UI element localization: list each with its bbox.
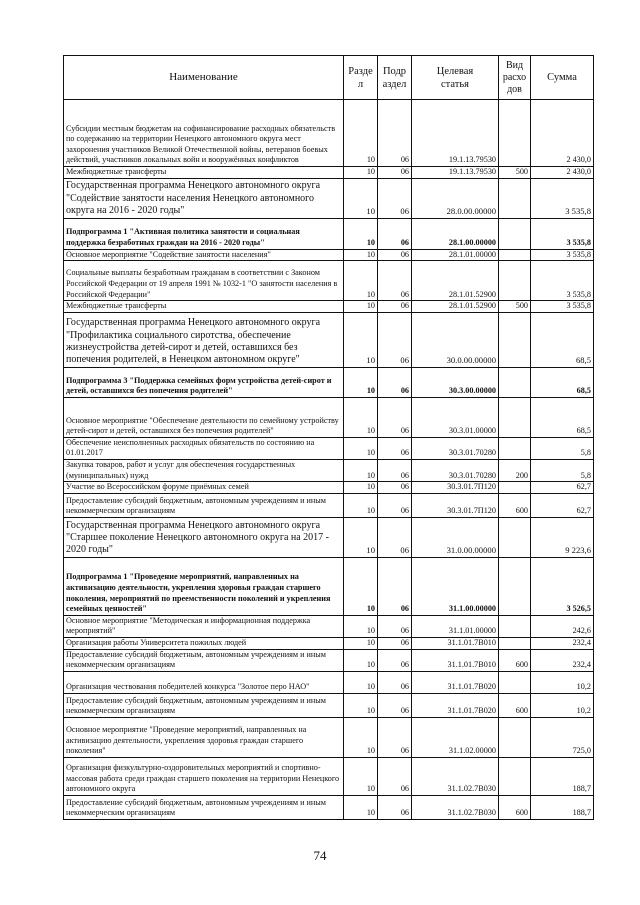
cell-razdel: 10 (344, 649, 378, 671)
cell-razdel: 10 (344, 397, 378, 437)
cell-expense-type (499, 178, 531, 218)
table-row (64, 459, 594, 481)
cell-podrazdel: 06 (378, 459, 412, 481)
cell-podrazdel: 06 (378, 493, 412, 517)
cell-target-article: 31.1.01.7В010 (412, 649, 499, 671)
cell-sum: 2 430,0 (531, 167, 594, 179)
cell-name: Государственная программа Ненецкого автономного округа "Старшее поколение Ненецкого автономного округа на 2017 - 2020 годы" (64, 517, 344, 557)
cell-target-article: 31.1.00.00000 (412, 557, 499, 615)
table-row (64, 312, 594, 367)
cell-podrazdel: 06 (378, 717, 412, 757)
cell-expense-type (499, 367, 531, 397)
cell-sum: 188,7 (531, 757, 594, 795)
table-row (64, 397, 594, 437)
cell-razdel: 10 (344, 493, 378, 517)
table-row (64, 301, 594, 313)
cell-sum: 3 526,5 (531, 557, 594, 615)
table-row (64, 795, 594, 819)
table-row (64, 493, 594, 517)
cell-target-article: 28.1.01.00000 (412, 249, 499, 261)
table-row (64, 693, 594, 717)
cell-sum: 725,0 (531, 717, 594, 757)
cell-sum: 3 535,8 (531, 218, 594, 249)
cell-podrazdel: 06 (378, 167, 412, 179)
cell-name: Основное мероприятие "Обеспечение деятельности по семейному устройству детей-сирот и детей, оставшихся без попечения родителей" (64, 397, 344, 437)
cell-razdel: 10 (344, 261, 378, 301)
cell-name: Государственная программа Ненецкого автономного округа "Содействие занятости населения Ненецкого автономного округа на 2016 - 2020 годы" (64, 178, 344, 218)
budget-table (63, 55, 594, 820)
cell-name: Предоставление субсидий бюджетным, автономным учреждениям и иным некоммерческим организациям (64, 493, 344, 517)
cell-razdel: 10 (344, 757, 378, 795)
cell-expense-type: 600 (499, 493, 531, 517)
cell-podrazdel: 06 (378, 482, 412, 494)
cell-sum: 5,8 (531, 437, 594, 459)
cell-razdel: 10 (344, 249, 378, 261)
cell-podrazdel: 06 (378, 637, 412, 649)
cell-razdel: 10 (344, 312, 378, 367)
cell-name: Основное мероприятие "Содействие занятости населения" (64, 249, 344, 261)
cell-target-article: 19.1.13.79530 (412, 167, 499, 179)
cell-sum: 5,8 (531, 459, 594, 481)
cell-razdel: 10 (344, 459, 378, 481)
header-expense-type: Вид расхо дов (499, 56, 531, 100)
cell-podrazdel: 06 (378, 178, 412, 218)
cell-expense-type (499, 261, 531, 301)
cell-sum: 232,4 (531, 637, 594, 649)
cell-sum: 3 535,8 (531, 249, 594, 261)
table-row (64, 671, 594, 693)
cell-expense-type (499, 637, 531, 649)
cell-target-article: 31.1.02.7В030 (412, 757, 499, 795)
cell-target-article: 30.3.00.00000 (412, 367, 499, 397)
cell-name: Социальные выплаты безработным гражданам в соответствии с Законом Российской Федерации от 19 апреля 1991 № 1032-1 "О занятости населения в Российской Федерации" (64, 261, 344, 301)
cell-sum: 3 535,8 (531, 301, 594, 313)
cell-razdel: 10 (344, 167, 378, 179)
cell-razdel: 10 (344, 178, 378, 218)
cell-sum: 62,7 (531, 493, 594, 517)
cell-podrazdel: 06 (378, 312, 412, 367)
cell-name: Обеспечение неисполненных расходных обязательств по состоянию на 01.01.2017 (64, 437, 344, 459)
cell-expense-type (499, 482, 531, 494)
cell-target-article: 31.0.00.00000 (412, 517, 499, 557)
header-razdel: Разде л (344, 56, 378, 100)
cell-expense-type (499, 671, 531, 693)
table-row (64, 637, 594, 649)
cell-target-article: 28.1.01.52900 (412, 301, 499, 313)
table-row (64, 100, 594, 167)
cell-razdel: 10 (344, 557, 378, 615)
cell-name: Закупка товаров, работ и услуг для обеспечения государственных (муниципальных) нужд (64, 459, 344, 481)
cell-target-article: 28.0.00.00000 (412, 178, 499, 218)
cell-target-article: 28.1.00.00000 (412, 218, 499, 249)
cell-podrazdel: 06 (378, 693, 412, 717)
cell-expense-type: 200 (499, 459, 531, 481)
cell-podrazdel: 06 (378, 615, 412, 637)
table-row (64, 649, 594, 671)
cell-podrazdel: 06 (378, 671, 412, 693)
cell-podrazdel: 06 (378, 100, 412, 167)
cell-sum: 2 430,0 (531, 100, 594, 167)
table-row (64, 757, 594, 795)
cell-sum: 232,4 (531, 649, 594, 671)
cell-target-article: 30.3.01.70280 (412, 459, 499, 481)
page-number: 74 (313, 848, 327, 863)
cell-podrazdel: 06 (378, 517, 412, 557)
table-row (64, 437, 594, 459)
cell-podrazdel: 06 (378, 437, 412, 459)
cell-name: Предоставление субсидий бюджетным, автономным учреждениям и иным некоммерческим организациям (64, 795, 344, 819)
header-target-article: Целевая статья (412, 56, 499, 100)
cell-target-article: 30.3.01.00000 (412, 397, 499, 437)
cell-name: Основное мероприятие "Проведение мероприятий, направленных на активизацию деятельности, укрепления здоровья граждан старшего поколения" (64, 717, 344, 757)
table-row (64, 482, 594, 494)
table-row (64, 367, 594, 397)
cell-sum: 68,5 (531, 397, 594, 437)
cell-target-article: 30.3.01.7П120 (412, 493, 499, 517)
cell-sum: 68,5 (531, 367, 594, 397)
cell-name: Государственная программа Ненецкого автономного округа "Профилактика социального сиротства, обеспечение жизнеустройства детей-сирот и детей, оставшихся без попечения родителей, в Ненецком автономном округе" (64, 312, 344, 367)
table-row (64, 249, 594, 261)
cell-target-article: 31.1.01.7В010 (412, 637, 499, 649)
cell-podrazdel: 06 (378, 301, 412, 313)
cell-razdel: 10 (344, 301, 378, 313)
table-row (64, 717, 594, 757)
cell-target-article: 31.1.01.00000 (412, 615, 499, 637)
cell-expense-type (499, 437, 531, 459)
cell-target-article: 31.1.02.7В030 (412, 795, 499, 819)
cell-podrazdel: 06 (378, 367, 412, 397)
header-name: Наименование (64, 56, 344, 100)
cell-podrazdel: 06 (378, 649, 412, 671)
cell-target-article: 31.1.02.00000 (412, 717, 499, 757)
cell-podrazdel: 06 (378, 261, 412, 301)
cell-target-article: 30.3.01.7П120 (412, 482, 499, 494)
cell-podrazdel: 06 (378, 249, 412, 261)
cell-name: Основное мероприятие "Методическая и информационная поддержка мероприятий" (64, 615, 344, 637)
cell-name: Подпрограмма 3 "Поддержка семейных форм устройства детей-сирот и детей, оставшихся без попечения родителей" (64, 367, 344, 397)
cell-expense-type: 600 (499, 649, 531, 671)
cell-expense-type (499, 757, 531, 795)
cell-sum: 3 535,8 (531, 178, 594, 218)
cell-razdel: 10 (344, 671, 378, 693)
cell-sum: 242,6 (531, 615, 594, 637)
cell-target-article: 31.1.01.7В020 (412, 693, 499, 717)
cell-expense-type: 500 (499, 167, 531, 179)
cell-podrazdel: 06 (378, 757, 412, 795)
cell-expense-type (499, 517, 531, 557)
table-row (64, 557, 594, 615)
cell-razdel: 10 (344, 100, 378, 167)
cell-target-article: 30.3.01.70280 (412, 437, 499, 459)
cell-sum: 10,2 (531, 671, 594, 693)
table-header-row (64, 56, 594, 100)
table-row (64, 517, 594, 557)
header-sum: Сумма (531, 56, 594, 100)
table-body (64, 100, 594, 820)
cell-expense-type: 600 (499, 795, 531, 819)
cell-name: Подпрограмма 1 "Активная политика занятости и социальная поддержка безработных граждан на 2016 - 2020 годы" (64, 218, 344, 249)
cell-expense-type (499, 717, 531, 757)
cell-name: Субсидии местным бюджетам на софинансирование расходных обязательств по содержанию на территории Ненецкого автономного округа мест захоронения участников Великой Отечественной войны, ветеранов боевых действий, участников локальных войн и вооружённых конфликтов (64, 100, 344, 167)
table-row (64, 178, 594, 218)
cell-expense-type (499, 249, 531, 261)
cell-sum: 3 535,8 (531, 261, 594, 301)
cell-sum: 62,7 (531, 482, 594, 494)
cell-razdel: 10 (344, 795, 378, 819)
cell-name: Предоставление субсидий бюджетным, автономным учреждениям и иным некоммерческим организациям (64, 649, 344, 671)
cell-name: Организация работы Университета пожилых людей (64, 637, 344, 649)
cell-razdel: 10 (344, 218, 378, 249)
cell-name: Участие во Всероссийском форуме приёмных семей (64, 482, 344, 494)
cell-razdel: 10 (344, 615, 378, 637)
cell-name: Межбюджетные трансферты (64, 167, 344, 179)
cell-expense-type (499, 312, 531, 367)
cell-razdel: 10 (344, 367, 378, 397)
cell-expense-type (499, 557, 531, 615)
cell-razdel: 10 (344, 437, 378, 459)
cell-razdel: 10 (344, 482, 378, 494)
cell-podrazdel: 06 (378, 218, 412, 249)
cell-expense-type (499, 100, 531, 167)
cell-razdel: 10 (344, 517, 378, 557)
table-row (64, 167, 594, 179)
cell-podrazdel: 06 (378, 795, 412, 819)
cell-sum: 10,2 (531, 693, 594, 717)
cell-expense-type (499, 615, 531, 637)
cell-name: Организация чествования победителей конкурса "Золотое перо НАО" (64, 671, 344, 693)
cell-podrazdel: 06 (378, 397, 412, 437)
cell-razdel: 10 (344, 693, 378, 717)
table-row (64, 261, 594, 301)
cell-expense-type (499, 218, 531, 249)
header-podrazdel: Подр аздел (378, 56, 412, 100)
cell-expense-type: 600 (499, 693, 531, 717)
cell-target-article: 19.1.13.79530 (412, 100, 499, 167)
cell-razdel: 10 (344, 717, 378, 757)
table-row (64, 218, 594, 249)
cell-expense-type: 500 (499, 301, 531, 313)
cell-podrazdel: 06 (378, 557, 412, 615)
cell-sum: 9 223,6 (531, 517, 594, 557)
cell-name: Межбюджетные трансферты (64, 301, 344, 313)
cell-target-article: 28.1.01.52900 (412, 261, 499, 301)
cell-name: Организация физкультурно-оздоровительных мероприятий и спортивно-массовая работа среди граждан старшего поколения на территории Ненецкого автономного округа (64, 757, 344, 795)
cell-name: Предоставление субсидий бюджетным, автономным учреждениям и иным некоммерческим организациям (64, 693, 344, 717)
cell-sum: 68,5 (531, 312, 594, 367)
cell-name: Подпрограмма 1 "Проведение мероприятий, направленных на активизацию деятельности, укрепления здоровья граждан старшего поколения, мероприятий по преемственности поколений и укрепления семейных ценностей" (64, 557, 344, 615)
cell-sum: 188,7 (531, 795, 594, 819)
cell-expense-type (499, 397, 531, 437)
cell-target-article: 30.0.00.00000 (412, 312, 499, 367)
table-row (64, 615, 594, 637)
cell-target-article: 31.1.01.7В020 (412, 671, 499, 693)
cell-razdel: 10 (344, 637, 378, 649)
